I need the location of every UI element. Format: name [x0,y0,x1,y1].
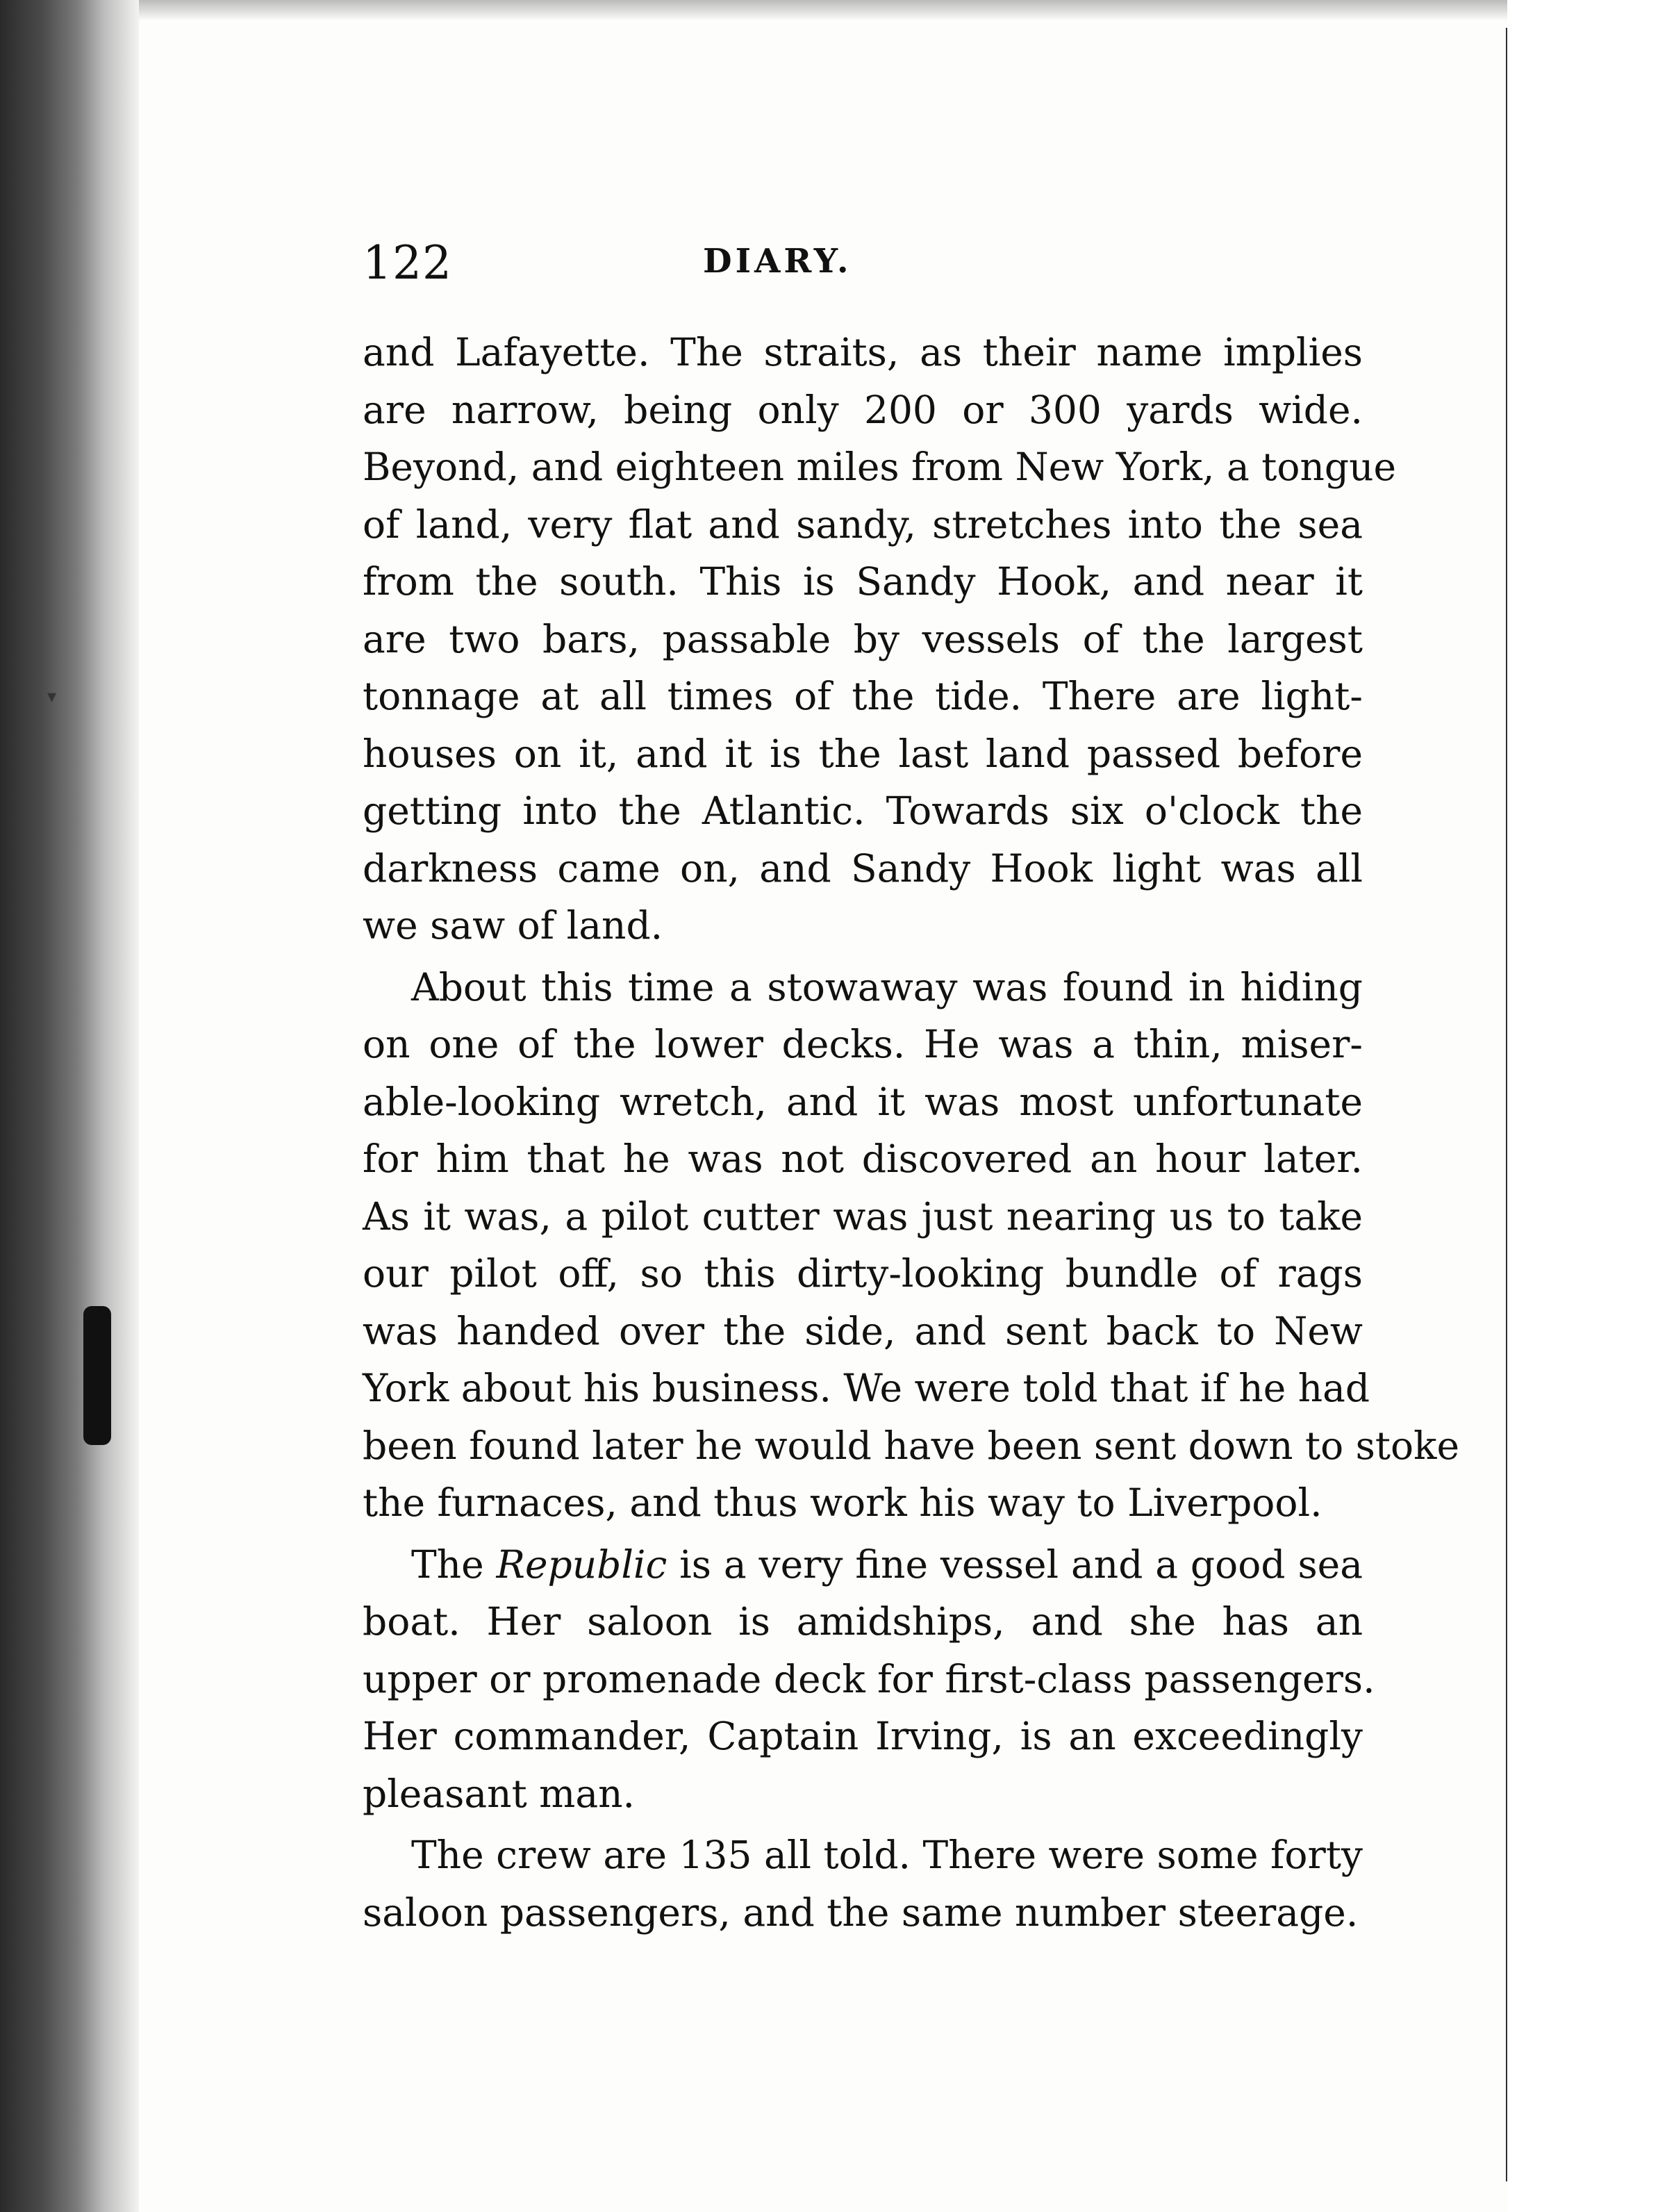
binding-clasp [83,1306,111,1445]
text-block [363,236,1459,1941]
text-line: York about his business. We were told that if he had [363,1366,1370,1410]
paragraph [363,1826,1363,1941]
text-line: getting into the Atlantic. Towards six o'clock the [363,789,1363,833]
text-line: for him that he was not discovered an hour later. [363,1137,1363,1181]
running-title: DIARY. [703,242,852,281]
page-number: 122 [363,236,452,290]
text-line: darkness came on, and Sandy Hook light was all [363,845,1363,891]
text-line: Beyond, and eighteen miles from New York, a tongue [363,445,1397,489]
text-line: we saw of land. [363,903,663,948]
text-line: pleasant man. [363,1771,636,1816]
text-line: About this time a stowaway was found in hiding [411,964,1363,1009]
paragraph [363,324,1397,955]
ship-name: Republic [496,1542,667,1587]
page-top-shadow [125,0,1507,21]
text-line: upper or promenade deck for first-class passengers. [363,1656,1375,1701]
text-line: saloon passengers, and the same number steerage. [363,1890,1359,1935]
text-line: houses on it, and it is the last land passed before [363,731,1363,776]
text-line: the furnaces, and thus work his way to Liverpool. [363,1480,1322,1525]
text-line: from the south. This is Sandy Hook, and near it [363,559,1363,604]
body-text [363,324,1459,1941]
facing-page [1507,0,1667,2212]
book-binding [0,0,139,2212]
text-line: our pilot off, so this dirty-looking bundle of rags [363,1251,1363,1296]
text-line: boat. Her saloon is amidships, and she has an [363,1599,1363,1644]
text-line: are narrow, being only 200 or 300 yards wide. [363,387,1363,432]
paragraph [363,1536,1375,1823]
text-line: of land, very flat and sandy, stretches into the sea [363,502,1363,547]
text-line: are two bars, passable by vessels of the largest [363,616,1363,661]
text-line: The Republic is a very fine vessel and a good sea [411,1542,1363,1587]
running-head [363,236,1363,292]
margin-mark: ▾ [47,686,57,707]
text-line: As it was, a pilot cutter was just nearing us to take [363,1194,1363,1239]
text-line: been found later he would have been sent down to stoke [363,1423,1459,1468]
text-line: was handed over the side, and sent back to New [363,1308,1363,1353]
text-line: able-looking wretch, and it was most unfortunate [363,1079,1363,1124]
text-line: and Lafayette. The straits, as their name implies [363,330,1363,374]
text-line: The crew are 135 all told. There were some forty [411,1833,1363,1877]
text-line: on one of the lower decks. He was a thin, miser- [363,1022,1363,1066]
text-line: Her commander, Captain Irving, is an exceedingly [363,1714,1363,1758]
text-line: tonnage at all times of the tide. There are light- [363,674,1363,718]
paragraph [363,959,1459,1532]
